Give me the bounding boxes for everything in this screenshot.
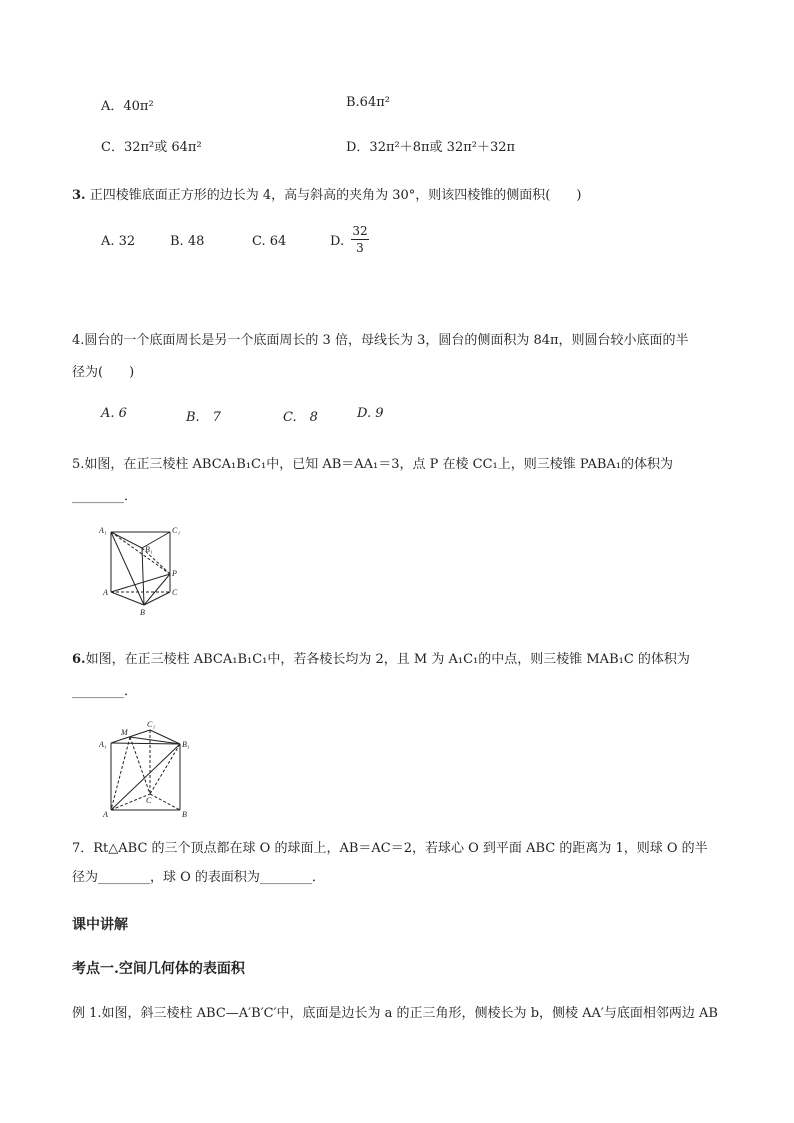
q7-line-2: 径为________，球 O 的表面积为________． (72, 870, 325, 885)
q4-line-2: 径为( ) (72, 365, 135, 380)
q5-line-2: ________． (72, 489, 138, 504)
fraction-numerator: 32 (352, 224, 368, 238)
label-b: B (182, 810, 187, 819)
q5-prism-figure (95, 522, 190, 619)
label-c1: C₁ (172, 526, 181, 535)
q5-line-1: 5.如图，在正三棱柱 ABCA₁B₁C₁中，已知 AB＝AA₁＝3，点 P 在棱 CC₁上，则三棱锥 PABA₁的体积为 (72, 457, 673, 472)
label-c: C (172, 588, 178, 597)
q6-prism-figure (95, 718, 195, 820)
label-a: A (103, 588, 108, 597)
q6-line-1 (72, 648, 690, 667)
example-1-text: 例 1.如图，斜三棱柱 ABC—A′B′C′中，底面是边长为 a 的正三角形，侧棱长为 b，侧棱 AA′与底面相邻两边 AB (72, 1006, 718, 1021)
q3-option-d-fraction (351, 224, 369, 255)
q3-question (72, 184, 581, 203)
q2-option-a: A．40π² (101, 99, 154, 114)
topic-title: 考点一.空间几何体的表面积 (72, 961, 245, 977)
q3-text: 正四棱锥底面正方形的边长为 4，高与斜高的夹角为 30°，则该四棱锥的侧面积( ) (89, 188, 582, 203)
q2-option-d: D．32π²＋8π或 32π²＋32π (346, 140, 516, 155)
q6-number: 6. (72, 652, 86, 667)
fraction-bar (351, 239, 369, 240)
q4-option-a: A. 6 (101, 406, 127, 421)
label-b1: B₁ (182, 740, 190, 749)
q6-text: 如图，在正三棱柱 ABCA₁B₁C₁中，若各棱长均为 2，且 M 为 A₁C₁的中点，则三棱锥 MAB₁C 的体积为 (85, 652, 690, 667)
label-p: P (172, 569, 177, 578)
q3-option-a: A. 32 (101, 234, 136, 249)
q2-option-c: C．32π²或 64π² (101, 140, 202, 155)
q2-option-b: B.64π² (346, 95, 390, 110)
q3-number: 3. (72, 188, 86, 203)
q3-option-c: C. 64 (252, 234, 287, 249)
q4-option-c: C. 8 (283, 410, 318, 425)
q4-line-1: 4.圆台的一个底面周长是另一个底面周长的 3 倍，母线长为 3，圆台的侧面积为 84π，则圆台较小底面的半 (72, 333, 689, 348)
label-a1: A₁ (99, 740, 107, 749)
label-b1: B₁ (145, 545, 153, 554)
q3-option-d-label: D. (330, 234, 345, 249)
q4-option-b: B. 7 (186, 410, 221, 425)
label-m: M (121, 728, 128, 737)
q4-option-d: D. 9 (357, 406, 384, 421)
label-c: C (146, 796, 152, 805)
section-title: 课中讲解 (72, 917, 128, 933)
label-a1: A₁ (99, 526, 107, 535)
q3-option-b: B. 48 (170, 234, 205, 249)
fraction-denominator: 3 (356, 241, 364, 255)
q6-line-2: ________． (72, 684, 138, 699)
q7-line-1: 7．Rt△ABC 的三个顶点都在球 O 的球面上，AB＝AC＝2，若球心 O 到平面 ABC 的距离为 1，则球 O 的半 (72, 841, 708, 856)
label-b: B (140, 608, 145, 617)
label-a: A (103, 810, 108, 819)
label-c1: C₁ (147, 720, 156, 729)
